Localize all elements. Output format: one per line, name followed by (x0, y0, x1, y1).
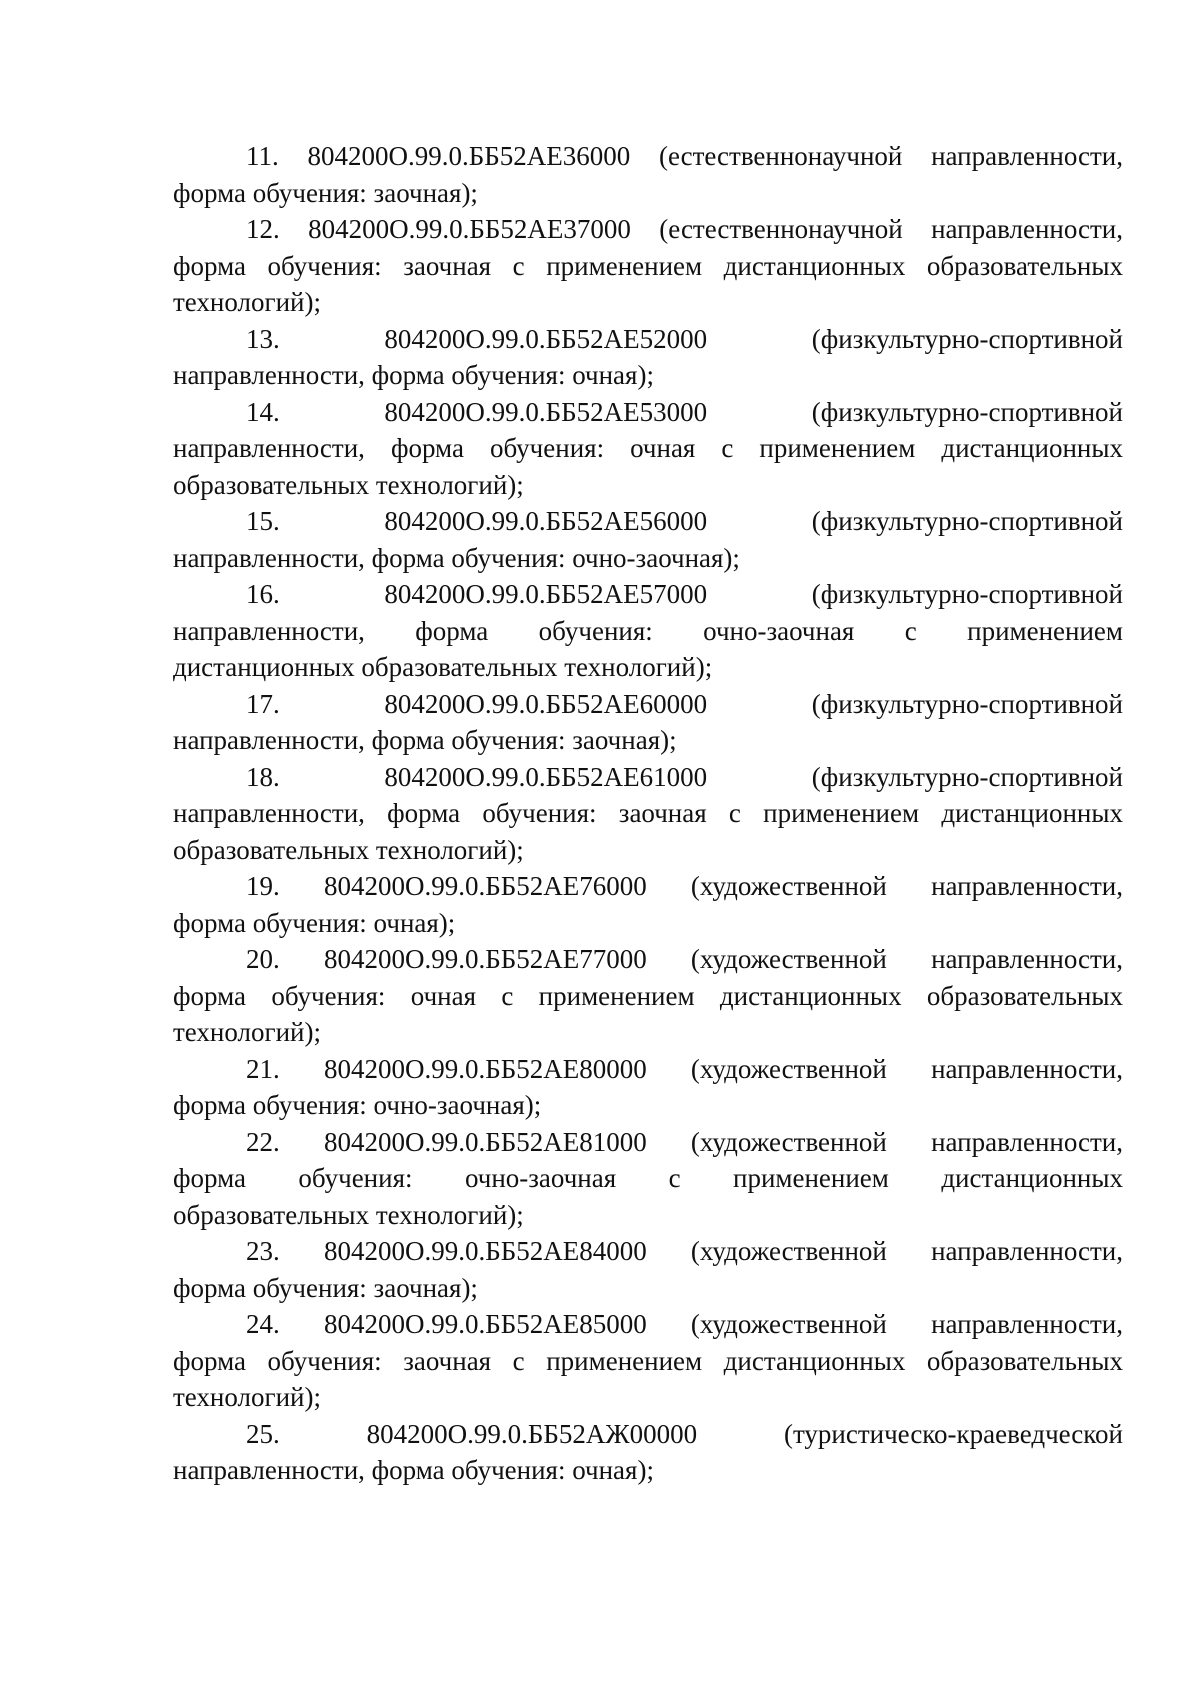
list-item-line: направленности, форма обучения: заочная с применением дистанционных (173, 798, 1123, 828)
list-item-line: направленности, форма обучения: очная); (173, 360, 654, 390)
list-item-first-line: 14. 804200О.99.0.ББ52АЕ53000 (физкультурно-спортивной (246, 396, 1123, 427)
list-item-first-line: 11. 804200О.99.0.ББ52АЕ36000 (естественнонаучной направленности, (246, 141, 1123, 171)
list-item-line: форма обучения: очная с применением дистанционных образовательных (173, 980, 1123, 1011)
list-item-line: форма обучения: очно-заочная); (173, 1090, 542, 1120)
list-item-first-line: 20. 804200О.99.0.ББ52АЕ77000 (художественной направленности, (246, 944, 1123, 974)
list-item-first-line: 17. 804200О.99.0.ББ52АЕ60000 (физкультурно-спортивной (246, 688, 1123, 719)
list-item (173, 138, 1123, 211)
list-item (173, 576, 1123, 686)
list-item-first-line: 25. 804200О.99.0.ББ52АЖ00000 (туристическо-краеведческой (246, 1418, 1123, 1449)
list-item-line: технологий); (173, 1382, 321, 1412)
document-body (173, 138, 1123, 1489)
list-item-line: направленности, форма обучения: очная с применением дистанционных (173, 433, 1123, 463)
list-item-line: форма обучения: заочная); (173, 177, 478, 208)
list-item (173, 686, 1123, 759)
list-item-line: форма обучения: заочная с применением дистанционных образовательных (173, 250, 1123, 281)
list-item (173, 321, 1123, 394)
list-item-line: направленности, форма обучения: заочная); (173, 725, 677, 755)
list-item-line: технологий); (173, 1017, 321, 1047)
list-item-line: направленности, форма обучения: очная); (173, 1455, 654, 1485)
list-item-first-line: 13. 804200О.99.0.ББ52АЕ52000 (физкультурно-спортивной (246, 323, 1123, 354)
list-item-line: форма обучения: очно-заочная с применением дистанционных (173, 1163, 1123, 1193)
list-item (173, 759, 1123, 869)
list-item-line: образовательных технологий); (173, 1199, 524, 1230)
list-item (173, 868, 1123, 941)
list-item-first-line: 15. 804200О.99.0.ББ52АЕ56000 (физкультурно-спортивной (246, 506, 1123, 536)
list-item-first-line: 21. 804200О.99.0.ББ52АЕ80000 (художественной направленности, (246, 1053, 1123, 1084)
list-item-line: образовательных технологий); (173, 834, 524, 865)
list-item (173, 394, 1123, 504)
list-item (173, 1416, 1123, 1489)
list-item-first-line: 12. 804200О.99.0.ББ52АЕ37000 (естественнонаучной направленности, (246, 214, 1123, 244)
list-item-first-line: 18. 804200О.99.0.ББ52АЕ61000 (физкультурно-спортивной (246, 761, 1123, 792)
list-item-first-line: 23. 804200О.99.0.ББ52АЕ84000 (художественной направленности, (246, 1236, 1123, 1266)
list-item-line: направленности, форма обучения: очно-заочная); (173, 542, 740, 573)
list-item (173, 503, 1123, 576)
list-item (173, 211, 1123, 321)
list-item-first-line: 16. 804200О.99.0.ББ52АЕ57000 (физкультурно-спортивной (246, 579, 1123, 609)
list-item (173, 941, 1123, 1051)
list-item (173, 1306, 1123, 1416)
list-item-line: дистанционных образовательных технологий); (173, 652, 713, 682)
list-item-first-line: 19. 804200О.99.0.ББ52АЕ76000 (художественной направленности, (246, 871, 1123, 901)
list-item (173, 1124, 1123, 1234)
list-item-line: форма обучения: очная); (173, 907, 456, 938)
list-item (173, 1233, 1123, 1306)
list-item-line: направленности, форма обучения: очно-заочная с применением (173, 615, 1123, 646)
list-item-line: образовательных технологий); (173, 469, 524, 500)
list-item-line: форма обучения: заочная с применением дистанционных образовательных (173, 1345, 1123, 1376)
list-item-first-line: 22. 804200О.99.0.ББ52АЕ81000 (художественной направленности, (246, 1126, 1123, 1157)
list-item-first-line: 24. 804200О.99.0.ББ52АЕ85000 (художественной направленности, (246, 1309, 1123, 1339)
list-item-line: технологий); (173, 287, 321, 317)
list-item (173, 1051, 1123, 1124)
list-item-line: форма обучения: заочная); (173, 1272, 478, 1303)
